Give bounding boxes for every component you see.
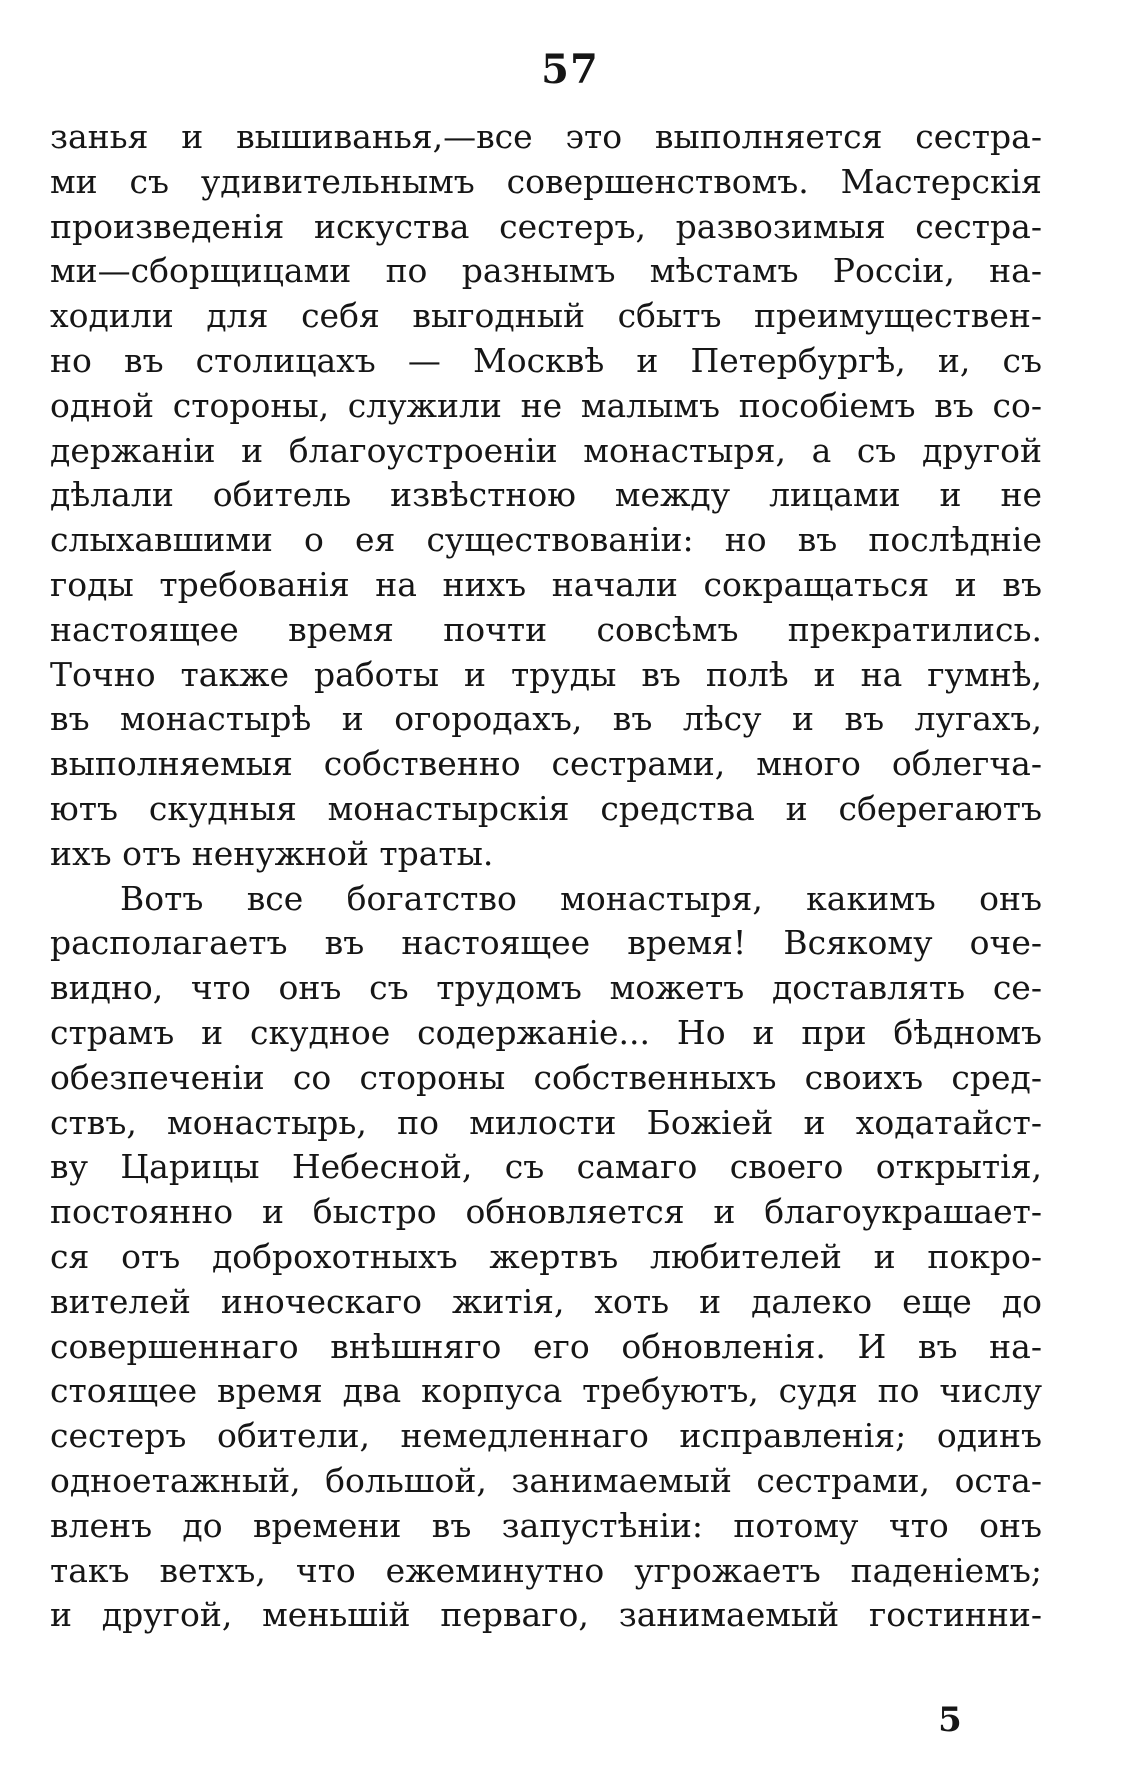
text-line: ми—сборщицами по разнымъ мѣстамъ Россіи, на- [50, 251, 1042, 291]
text-line: сестеръ обители, немедленнаго исправленія; одинъ [50, 1416, 1042, 1456]
text-line: ютъ скудныя монастырскія средства и сберегаютъ [50, 788, 1042, 828]
text-line: дѣлали обитель извѣстною между лицами и не [50, 475, 1042, 515]
text-line: совершеннаго внѣшняго его обновленія. И въ на- [50, 1326, 1042, 1366]
text-line: Точно также работы и труды въ полѣ и на гумнѣ, [50, 654, 1042, 694]
text-line: ву Царицы Небесной, съ самаго своего открытія, [50, 1147, 1042, 1187]
text-line: и другой, меньшій перваго, занимаемый гостинни- [50, 1595, 1042, 1635]
text-line: располагаетъ въ настоящее время! Всякому оче- [50, 923, 1042, 963]
page-number: 57 [541, 46, 599, 93]
text-line: въ монастырѣ и огородахъ, въ лѣсу и въ лугахъ, [50, 699, 1042, 739]
signature-mark: 5 [938, 1700, 962, 1740]
text-line: видно, что онъ съ трудомъ можетъ доставлять се- [50, 968, 1042, 1008]
text-line: ствъ, монастырь, по милости Божіей и ходатайст- [50, 1102, 1042, 1142]
text-line: занья и вышиванья,—все это выполняется сестра- [50, 117, 1042, 156]
text-line: настоящее время почти совсѣмъ прекратились. [50, 609, 1042, 649]
text-line: вленъ до времени въ запустѣніи: потому что онъ [50, 1505, 1042, 1545]
text-line: одноетажный, большой, занимаемый сестрами, оста- [50, 1460, 1042, 1500]
text-line: вителей иноческаго житія, хоть и далеко еще до [50, 1281, 1042, 1321]
body-text [50, 115, 1042, 1638]
text-line: слыхавшими о ея существованіи: но въ послѣдніе [50, 520, 1042, 560]
text-line: но въ столицахъ — Москвѣ и Петербургѣ, и, съ [50, 340, 1042, 380]
text-line: ми съ удивительнымъ совершенствомъ. Мастерскія [50, 161, 1042, 201]
text-line: выполняемыя собственно сестрами, много облегча- [50, 744, 1042, 784]
text-line: обезпеченіи со стороны собственныхъ своихъ сред- [50, 1057, 1042, 1097]
text-line-paragraph-start: Вотъ все богатство монастыря, какимъ онъ [120, 878, 1042, 918]
text-line: годы требованія на нихъ начали сокращаться и въ [50, 564, 1042, 604]
text-line: одной стороны, служили не малымъ пособіемъ въ со- [50, 385, 1042, 425]
text-line: ся отъ доброхотныхъ жертвъ любителей и покро- [50, 1236, 1042, 1276]
text-line: стоящее время два корпуса требуютъ, судя по числу [50, 1371, 1042, 1411]
text-line: держаніи и благоустроеніи монастыря, а съ другой [50, 430, 1042, 470]
text-line: произведенія искуства сестеръ, развозимыя сестра- [50, 206, 1042, 246]
text-line: постоянно и быстро обновляется и благоукрашает- [50, 1192, 1042, 1232]
text-line-paragraph-end: ихъ отъ ненужной траты. [50, 833, 494, 873]
text-line: такъ ветхъ, что ежеминутно угрожаетъ паденіемъ; [50, 1550, 1042, 1590]
text-line: ходили для себя выгодный сбытъ преимуществен- [50, 296, 1042, 336]
text-line: страмъ и скудное содержаніе... Но и при бѣдномъ [50, 1012, 1042, 1052]
